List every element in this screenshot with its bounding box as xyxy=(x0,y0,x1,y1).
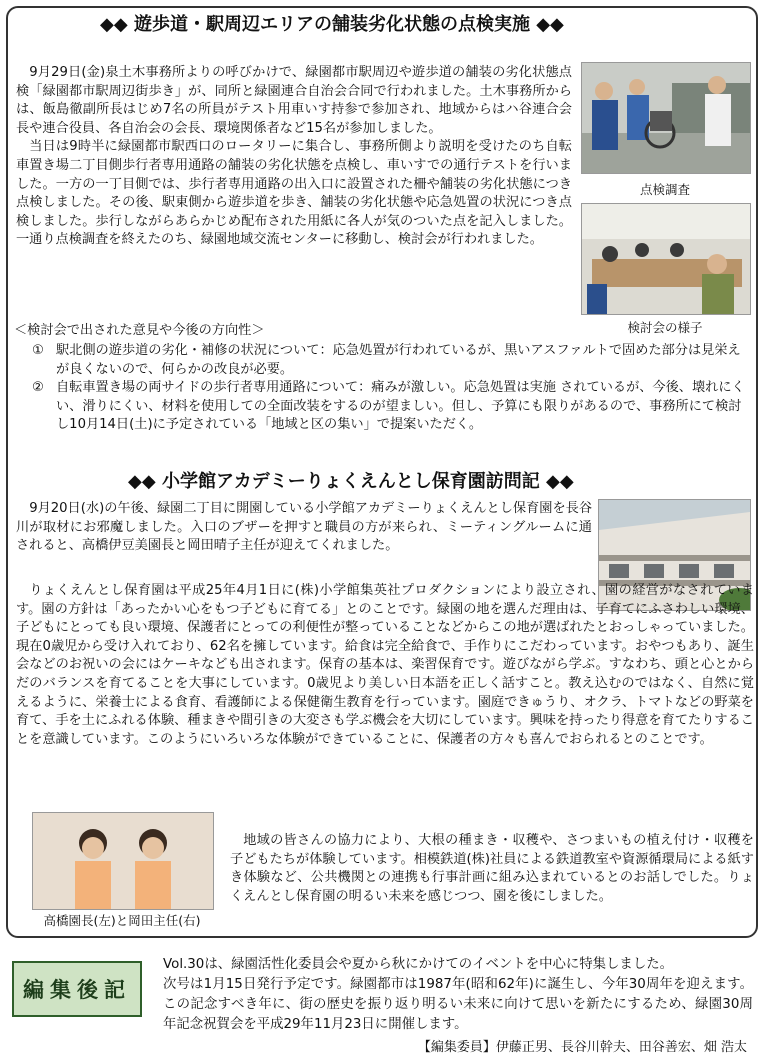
section1-body xyxy=(16,64,572,250)
opinions-heading: ＜検討会で出された意見や今後の方向性＞ xyxy=(14,323,265,338)
meeting-photo xyxy=(581,203,751,315)
paragraph: 9月20日(水)の午後、緑園二丁目に開園している小学館アカデミーりょくえんとし保育園を長谷川が取材にお邪魔しました。入口のブザーを押すと職員の方が来られ、ミーティングルームに通されると、高橋伊豆美園長と岡田晴子主任が迎えてくれました。 xyxy=(16,501,593,554)
inspection-photo xyxy=(581,62,751,174)
section1-title: ◆◆ 遊歩道・駅周辺エリアの舗装劣化状態の点検実施 ◆◆ xyxy=(100,14,564,35)
inspection-caption: 点検調査 xyxy=(639,182,690,197)
paragraph: Vol.30は、緑園活性化委員会や夏から秋にかけてのイベントを中心に特集しました。 xyxy=(163,957,673,972)
editor-text xyxy=(163,955,753,1035)
staff-photo xyxy=(32,812,214,910)
opinions-list xyxy=(32,342,752,435)
paragraph: 当日は9時半に緑園都市駅西口のロータリーに集合し、事務所側より説明を受けたのち自転車置き場二丁目側歩行者専用通路の舗装の劣化状態を点検し、車いすでの通行テストを行いました。一方の一丁目側では、歩行者専用通路の出入口に設置された柵や舗装の劣化状態につき点検しました。その後、駅東側から遊歩道を歩き、舗装の劣化状態や応急処置の状況につき点検しました。歩行しながらあらかじめ配布された用紙に各人が気のついた点を記入しました。一通り点検調査を終えたのち、緑園地域交流センターに移動し、検討会が行われました。 xyxy=(16,139,572,248)
list-item xyxy=(32,379,752,435)
editorial-committee: 【編集委員】伊藤正男、長谷川幹夫、田谷善宏、畑 浩太 xyxy=(417,1040,747,1055)
section2-body-bottom xyxy=(230,832,754,906)
item-text: 駅北側の遊歩道の劣化・補修の状況について：応急処置が行われているが、黒いアスファルトで固めた部分は見栄えが良くないので、何らかの改良が必要。 xyxy=(56,343,741,377)
meeting-caption: 検討会の様子 xyxy=(627,320,703,335)
paragraph: 次号は1月15日発行予定です。緑園都市は1987年(昭和62年)に誕生し、今年30周年を迎えます。この記念すべき年に、街の歴史を振り返り明るい未来に向けて思いを新たにするため、緑園30周年記念祝賀会を平成29年11月23日に開催します。 xyxy=(163,977,753,1032)
item-number: ② xyxy=(32,380,44,396)
section2-body-top xyxy=(16,500,592,556)
item-text: 自転車置き場の両サイドの歩行者専用通路について：痛みが激しい。応急処置は実施 されているが、今後、壊れにくい、滑りにくい、材料を使用しての全面改装をするのが望ましい。但し、予算にも限りがあるので、事務所にて検討し10月14日(土)に予定されている「地域と区の集い」で提案いただく。 xyxy=(56,380,745,433)
item-number: ① xyxy=(32,343,44,358)
list-item xyxy=(32,342,752,379)
editor-label: 編集後記 xyxy=(12,961,142,1017)
section2-title: ◆◆ 小学館アカデミーりょくえんとし保育園訪問記 ◆◆ xyxy=(128,471,574,492)
staff-caption: 高橋園長(左)と岡田主任(右) xyxy=(43,913,201,928)
paragraph: 9月29日(金)泉土木事務所よりの呼びかけで、緑園都市駅周辺や遊歩道の舗装の劣化状態点検「緑園都市駅周辺街歩き」が、同所と緑園連合自治会合同で行われました。土木事務所からは、飯島徹副所長はじめ7名の所員がテスト用車いす持参で参加され、地域からはハ谷連合会長や連合役員、各自治会の会長、環境関係者など15名が参加しました。 xyxy=(16,65,572,136)
section2-body-main xyxy=(16,582,754,805)
paragraph: 地域の皆さんの協力により、大根の種まき・収穫や、さつまいもの植え付け・収穫を子どもたちが体験しています。相模鉄道(株)社員による鉄道教室や資源循環局による紙すき体験など、公共機関との連携も行事計画に組み込まれているとのお話しでした。りょくえんとし保育園の明るい未来を感じつつ、園を後にしました。 xyxy=(230,833,754,904)
paragraph: りょくえんとし保育園は平成25年4月1日に(株)小学館集英社プロダクションにより設立され、園の経営がなされています。園の方針は「あったかい心をもつ子どもに育てる」とのことです。緑園の地を選んだ理由は、子育てにふさわしい環境、子どもにとっても良い環境、保護者にとっての利便性が整っていることなどからこの地が選ばれたとおっしゃっていました。現在0歳児から受け入れており、62名を擁しています。給食は完全給食で、手作りにこだわっています。おやつもあり、誕生会などのお祝いの会にはケーキなども出されます。保育の基本は、楽習保育です。遊びながら学ぶ。すなわち、頭と心とからだのバランスを育てることを大事にしています。0歳児より美しい日本語を正しく話すこと。教え込むのではなく、自然に覚えるように、栄養士による食育、看護師による保健衛生教育を行っています。園庭できゅうり、オクラ、トマトなどの野菜を育て、手を土にふれる体験、種まきや間引きの大変さも学ぶ機会を大切にしています。興味を持ったり得意を育てたりすることを意識しています。このようにいろいろな体験ができていることに、保護者の方々も喜んでおられるとのことです。 xyxy=(16,583,754,747)
